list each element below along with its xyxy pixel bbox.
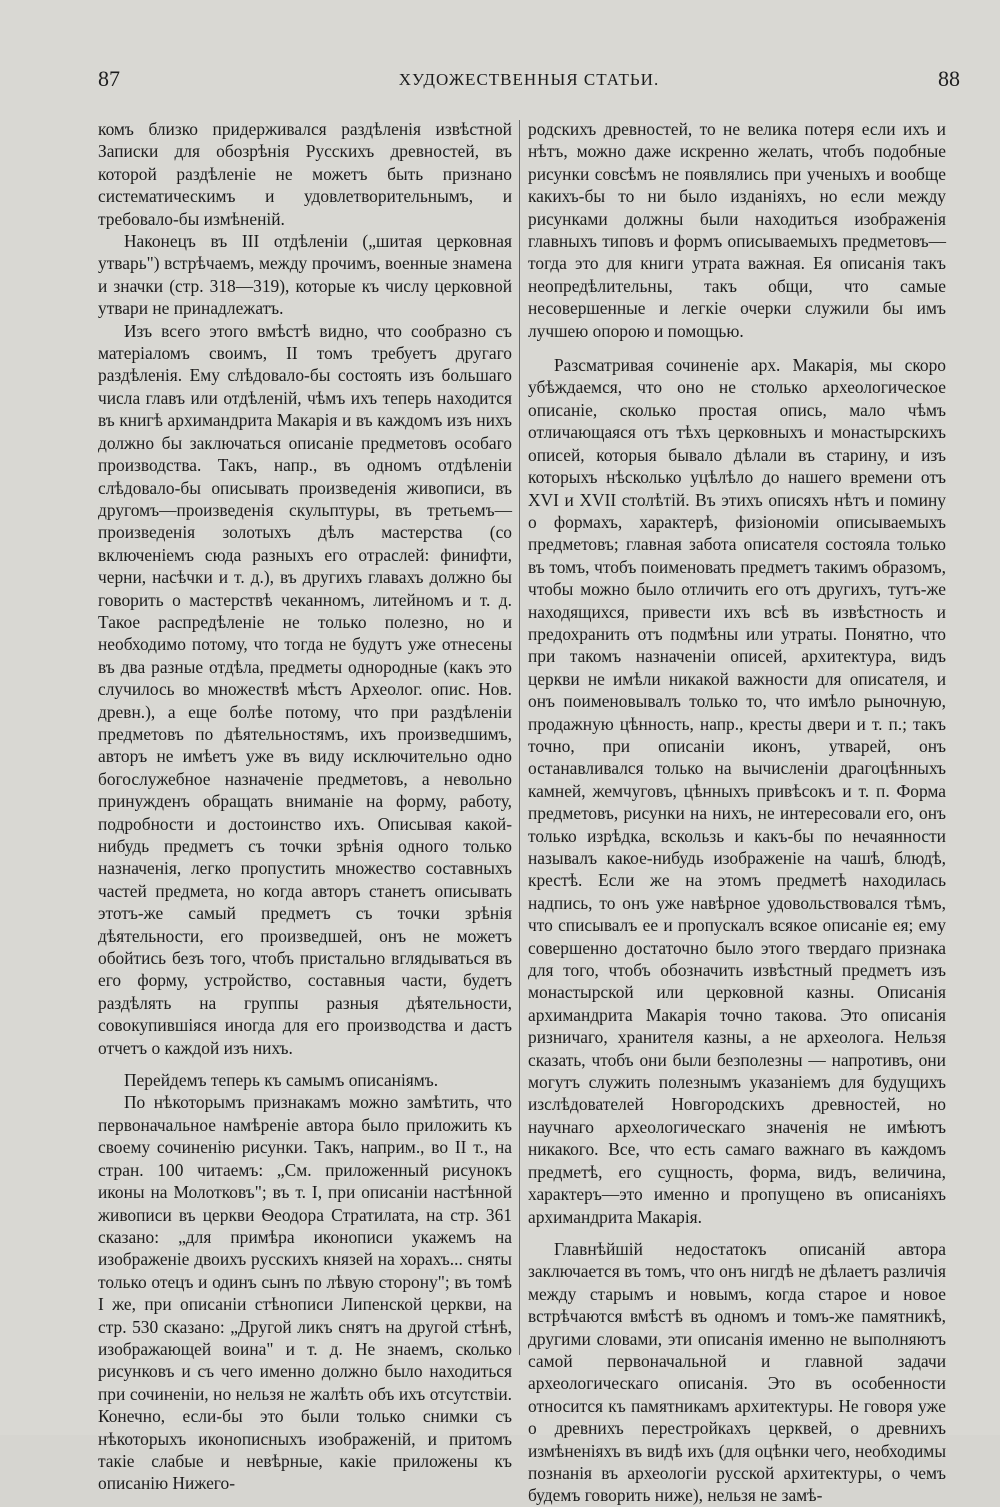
page-header bbox=[98, 66, 960, 96]
paragraph: Изъ всего этого вмѣстѣ видно, что сообразно съ матеріаломъ своимъ, II томъ требуетъ другаго раздѣленія. Ему слѣдовало-бы состоять изъ большаго числа главъ или отдѣленій, чѣмъ ихъ теперь находится въ книгѣ архимандрита Макарія и въ каждомъ изъ нихъ должно бы заключаться описаніе предметовъ особаго производства. Такъ, напр., въ одномъ отдѣленіи слѣдовало-бы описывать произведенія живописи, въ другомъ—произведенія скульптуры, въ третьемъ—произведенія золотыхъ дѣлъ мастерства (со включеніемъ сюда разныхъ его отраслей: финифти, черни, насѣчки и т. д.), въ другихъ главахъ должно бы говорить о мастерствѣ чеканномъ, литейномъ и т. д. Такое распредѣленіе не только полезно, но и необходимо потому, что тогда не будутъ уже отнесены въ два разные отдѣла, предметы однородные (какъ это случилось во множествѣ мѣстъ Археолог. опис. Нов. древн.), а еще болѣе потому, что при раздѣленіи предметовъ по дѣятельностямъ, ихъ произведшимъ, авторъ не имѣетъ уже въ виду исключительно одно богослужебное назначеніе предметовъ, а невольно принужденъ обращать вниманіе на форму, работу, подробности и достоинство ихъ. Описывая какой-нибудь предметъ съ точки зрѣнія одного только назначенія, легко пропустить множество составныхъ частей предмета, но когда авторъ станетъ описывать этотъ-же самый предметъ съ точки зрѣнія дѣятельности, его произведшей, онъ не можетъ обойтись безъ того, чтобъ пристально вглядываться въ его форму, устройство, составныя части, будетъ раздѣлять на группы разныя дѣятельности, совокупившіяся иногда для его производства и дастъ отчетъ о каждой изъ нихъ. bbox=[98, 320, 512, 1058]
page-number-left: 87 bbox=[98, 66, 120, 91]
paragraph: Перейдемъ теперь къ самымъ описаніямъ. bbox=[124, 1070, 439, 1091]
page-number-right: 88 bbox=[938, 66, 960, 91]
paragraph: Наконецъ въ III отдѣленіи („шитая церковная утварь") встрѣчаемъ, между прочимъ, военные знамена и значки (стр. 318—319), которые къ числу церковной утвари не принадлежатъ. bbox=[98, 231, 512, 319]
paragraph: комъ близко придерживался раздѣленія извѣстной Записки для обозрѣнія Русскихъ древностей, въ которой раздѣленіе не можетъ быть признано систематическимъ и удовлетворительнымъ, и требовало-бы измѣненій. bbox=[98, 119, 512, 229]
paragraph: По нѣкоторымъ признакамъ можно замѣтить, что первоначальное намѣреніе автора было приложить къ своему сочиненію рисунки. Такъ, наприм., во II т., на стран. 100 читаемъ: „См. приложенный рисунокъ иконы на Молотковъ"; въ т. I, при описаніи настѣнной живописи въ церкви Ѳеодора Стратилата, на стр. 361 сказано: „для примѣра иконописи укажемъ на изображеніе двоихъ русскихъ князей на хорахъ... сняты только отецъ и одинъ сынъ по лѣвую сторону"; въ томѣ I же, при описаніи стѣнописи Липенской церкви, на стр. 530 сказано: „Другой ликъ снятъ на другой стѣнѣ, изображающей воина" и т. д. Не знаемъ, сколько рисунковъ и съ чего именно должно было находиться при сочиненіи, но нельзя не жалѣть объ ихъ отсутствіи. Конечно, если-бы это были только снимки съ нѣкоторыхъ иконописныхъ изображеній, и притомъ такіе слабые и невѣрные, какіе приложены къ описанію Нижего- bbox=[98, 1092, 512, 1494]
paragraph: Разсматривая сочиненіе арх. Макарія, мы скоро убѣждаемся, что оно не столько археологическое описаніе, сколько простая опись, мало чѣмъ отличающаяся отъ тѣхъ церковныхъ и монастырскихъ описей, которыя бывало дѣлали въ старину, и изъ которыхъ нѣсколько уцѣлѣло до нашего времени отъ XVI и XVII столѣтій. Въ этихъ описяхъ нѣтъ и помину о формахъ, характерѣ, физіономіи описываемыхъ предметовъ; главная забота описателя состояла только въ томъ, чтобъ поименовать предметъ такимъ образомъ, чтобы можно было отличить его отъ другихъ, тутъ-же находящихся, привести ихъ всѣ въ извѣстность и предохранить отъ подмѣны или утраты. Понятно, что при такомъ назначеніи описей, архитектура, видъ церкви не имѣли никакой важности для описателя, и онъ поименовывалъ только то, что имѣло рыночную, продажную цѣнность, напр., кресты двери и т. п.; такъ точно, при описаніи иконъ, утварей, онъ останавливался только на вычисленіи драгоцѣнныхъ камней, жемчуговъ, цѣнныхъ привѣсокъ и т. п. Форма предметовъ, рисунки на нихъ, не интересовали его, онъ только изрѣдка, вскользь и какъ-бы по нечаянности называлъ какое-нибудь изображеніе на чашѣ, блюдѣ, крестѣ. Если же на этомъ предметѣ находилась надпись, то онъ уже навѣрное удовольствовался тѣмъ, что списывалъ ее и пропускалъ всякое описаніе ея; ему совершенно достаточно было этого твердаго признака для того, чтобъ обозначить извѣстный предметъ изъ монастырской или церковной казны. Описанія архимандрита Макарія точно такова. Это описанія ризничаго, хранителя казны, а не археолога. Нельзя сказать, чтобъ они были безполезны — напротивъ, они могутъ служить полезнымъ указаніемъ для будущихъ изслѣдователей Новгородскихъ древностей, но научнаго археологическаго значенія не имѣютъ никакого. Все, что есть самаго важнаго въ каждомъ предметѣ, его сущность, форма, видъ, величина, характеръ—это именно и пропущено въ описаніяхъ архимандрита Макарія. bbox=[528, 355, 946, 1227]
left-column bbox=[98, 118, 512, 1494]
right-column bbox=[528, 118, 946, 1506]
paragraph: родскихъ древностей, то не велика потеря если ихъ и нѣтъ, можно даже искренно желать, чтобъ подобные рисунки совсѣмъ не появлялись при ученыхъ и вообще какихъ-бы то ни было изданіяхъ, но если между рисунками должны были находиться изображенія главныхъ типовъ и формъ описываемыхъ предметовъ—тогда это для книги утрата важная. Ея описанія такъ неопредѣлительны, такъ общи, что самые несовершенные и легкіе очерки служили бы имъ лучшею опорою и помощью. bbox=[528, 119, 946, 341]
paragraph: Главнѣйшій недостатокъ описаній автора заключается въ томъ, что онъ нигдѣ не дѣлаетъ различія между старымъ и новымъ, когда старое и новое встрѣчаются вмѣстѣ въ одномъ и томъ-же памятникѣ, другими словами, эти описанія именно не выполняютъ самой первоначальной и главной задачи археологическаго описанія. Это въ особенности относится къ памятникамъ архитектуры. Не говоря уже о древнихъ перестройкахъ церквей, о древнихъ измѣненіяхъ въ видѣ ихъ (для оцѣнки чего, необходимы познанія въ археологіи русской архитектуры, о чемъ будемъ говорить ниже), нельзя не замѣ- bbox=[528, 1238, 946, 1506]
running-title: ХУДОЖЕСТВЕННЫЯ СТАТЬИ. bbox=[398, 70, 660, 89]
column-divider bbox=[519, 120, 520, 1355]
